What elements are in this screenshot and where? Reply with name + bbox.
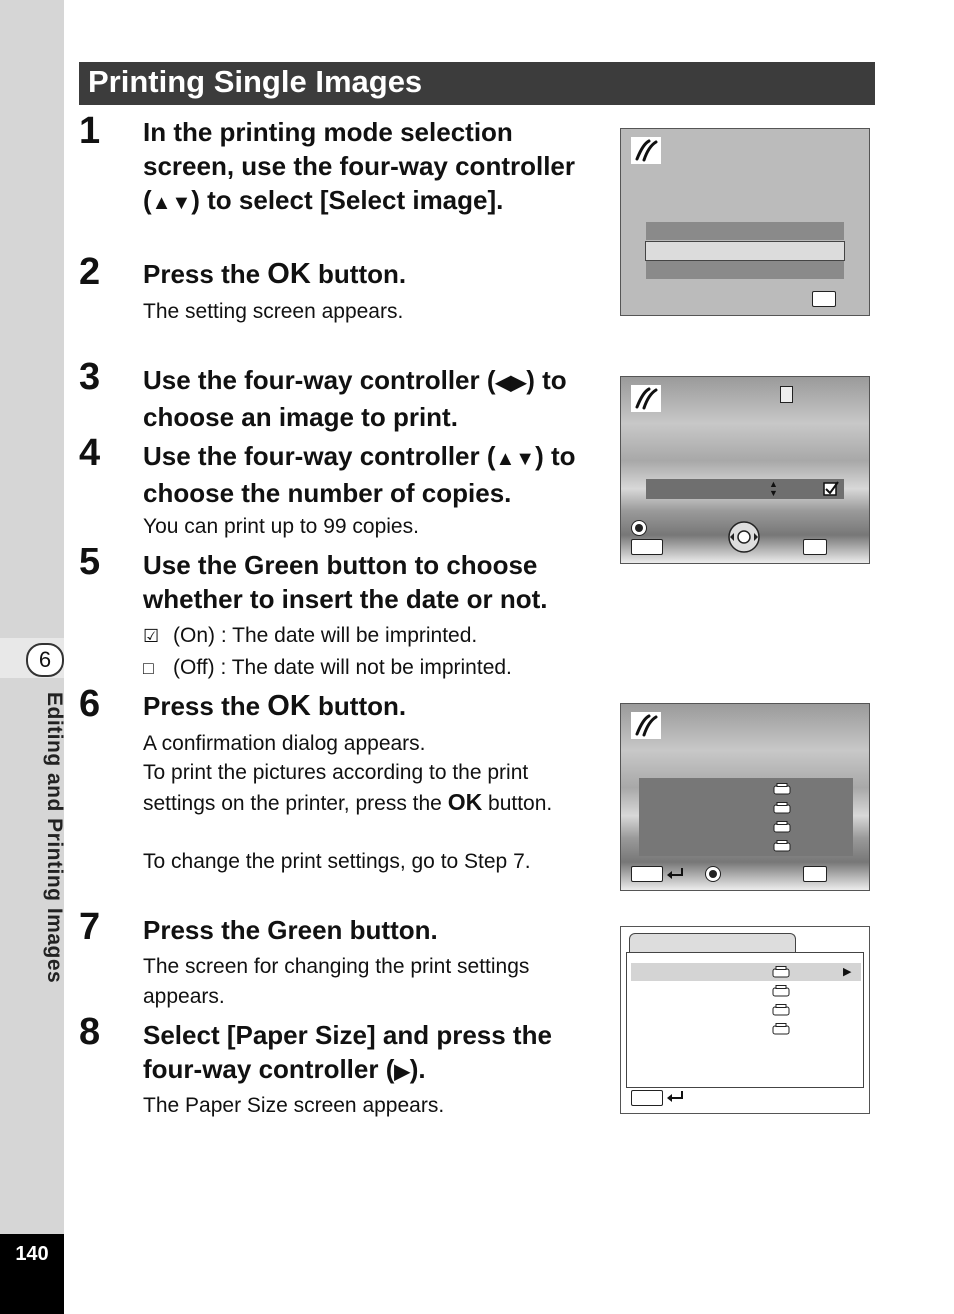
pictbridge-icon — [631, 712, 661, 739]
date-on-line: ☑ (On) : The date will be imprinted. — [143, 621, 598, 652]
menu-item-1 — [646, 222, 844, 240]
step-4-heading: Use the four-way controller (▲▼) to choose the number of copies. — [143, 441, 576, 508]
menu-item-3 — [646, 261, 844, 279]
ok-button-icon — [812, 291, 836, 307]
step-2-body: The setting screen appears. — [143, 300, 404, 323]
step-8-body: The Paper Size screen appears. — [143, 1094, 445, 1117]
settings-tab — [629, 933, 796, 952]
printer-icon — [772, 984, 790, 1002]
menu-button-icon — [631, 539, 663, 555]
four-way-controller-icon — [727, 520, 761, 554]
chapter-number: 6 — [26, 643, 64, 677]
step-6-body-3: To change the print settings, go to Step 7. — [143, 850, 531, 873]
step-4-number: 4 — [79, 432, 101, 474]
step-2-heading: Press the OK button. — [143, 258, 407, 290]
step-3-heading: Use the four-way controller (◀▶) to choose an image to print. — [143, 365, 567, 432]
sd-card-icon — [780, 386, 793, 403]
step-5-heading: Use the Green button to choose whether to insert the date or not. — [143, 550, 548, 614]
printer-icon — [773, 801, 791, 819]
printer-icon — [773, 839, 791, 857]
step-6-heading: Press the OK button. — [143, 690, 407, 722]
chapter-title: Editing and Printing Images — [43, 692, 66, 984]
printer-icon — [773, 782, 791, 800]
ok-button-icon — [803, 539, 827, 555]
screen-print-confirm — [620, 703, 870, 891]
checkbox-empty-icon: □ — [143, 658, 154, 678]
checkbox-checked-icon — [823, 480, 839, 496]
step-4-body: You can print up to 99 copies. — [143, 515, 419, 538]
green-button-icon — [631, 520, 647, 536]
back-arrow-icon — [665, 1089, 685, 1108]
section-title: Printing Single Images — [88, 64, 423, 99]
printer-icon — [772, 1003, 790, 1021]
printer-icon — [772, 1022, 790, 1040]
step-1-number: 1 — [79, 110, 101, 152]
screen-print-settings — [620, 926, 870, 1114]
step-6-body-2: To print the pictures according to the print settings on the printer, press the OK button. — [143, 761, 553, 815]
up-down-arrows-icon: ▲ ▼ — [769, 479, 778, 498]
pictbridge-icon — [631, 385, 661, 412]
screen-select-image — [620, 376, 870, 564]
date-off-line: □ (Off) : The date will not be imprinted. — [143, 653, 598, 684]
settings-row-selected — [631, 963, 861, 981]
step-2-number: 2 — [79, 251, 101, 293]
green-button-icon — [705, 866, 721, 882]
printer-icon — [772, 965, 790, 983]
ok-button-icon — [803, 866, 827, 882]
step-8-heading: Select [Paper Size] and press the four-way controller (▶). — [143, 1020, 552, 1084]
step-1-heading: In the printing mode selection screen, use the four-way controller (▲▼) to select [Select image]. — [143, 117, 576, 215]
printer-icon — [773, 820, 791, 838]
step-7-body: The screen for changing the print settings appears. — [143, 955, 530, 1008]
print-settings-panel — [639, 778, 853, 856]
chevron-right-icon: ▶ — [843, 966, 852, 978]
page-number: 140 — [15, 1243, 49, 1265]
step-8-number: 8 — [79, 1011, 101, 1053]
step-6-body-1: A confirmation dialog appears. — [143, 732, 426, 755]
screen-print-mode-selection — [620, 128, 870, 316]
back-arrow-icon — [665, 866, 685, 885]
menu-item-selected — [645, 241, 845, 261]
step-7-heading: Press the Green button. — [143, 915, 438, 945]
step-7-number: 7 — [79, 906, 101, 948]
step-3-number: 3 — [79, 356, 101, 398]
copies-bar — [646, 479, 844, 499]
pictbridge-icon — [631, 137, 661, 164]
step-5-number: 5 — [79, 541, 101, 583]
checkbox-checked-icon: ☑ — [143, 626, 160, 646]
step-6-number: 6 — [79, 683, 101, 725]
menu-button-icon — [631, 1090, 663, 1106]
menu-button-icon — [631, 866, 663, 882]
